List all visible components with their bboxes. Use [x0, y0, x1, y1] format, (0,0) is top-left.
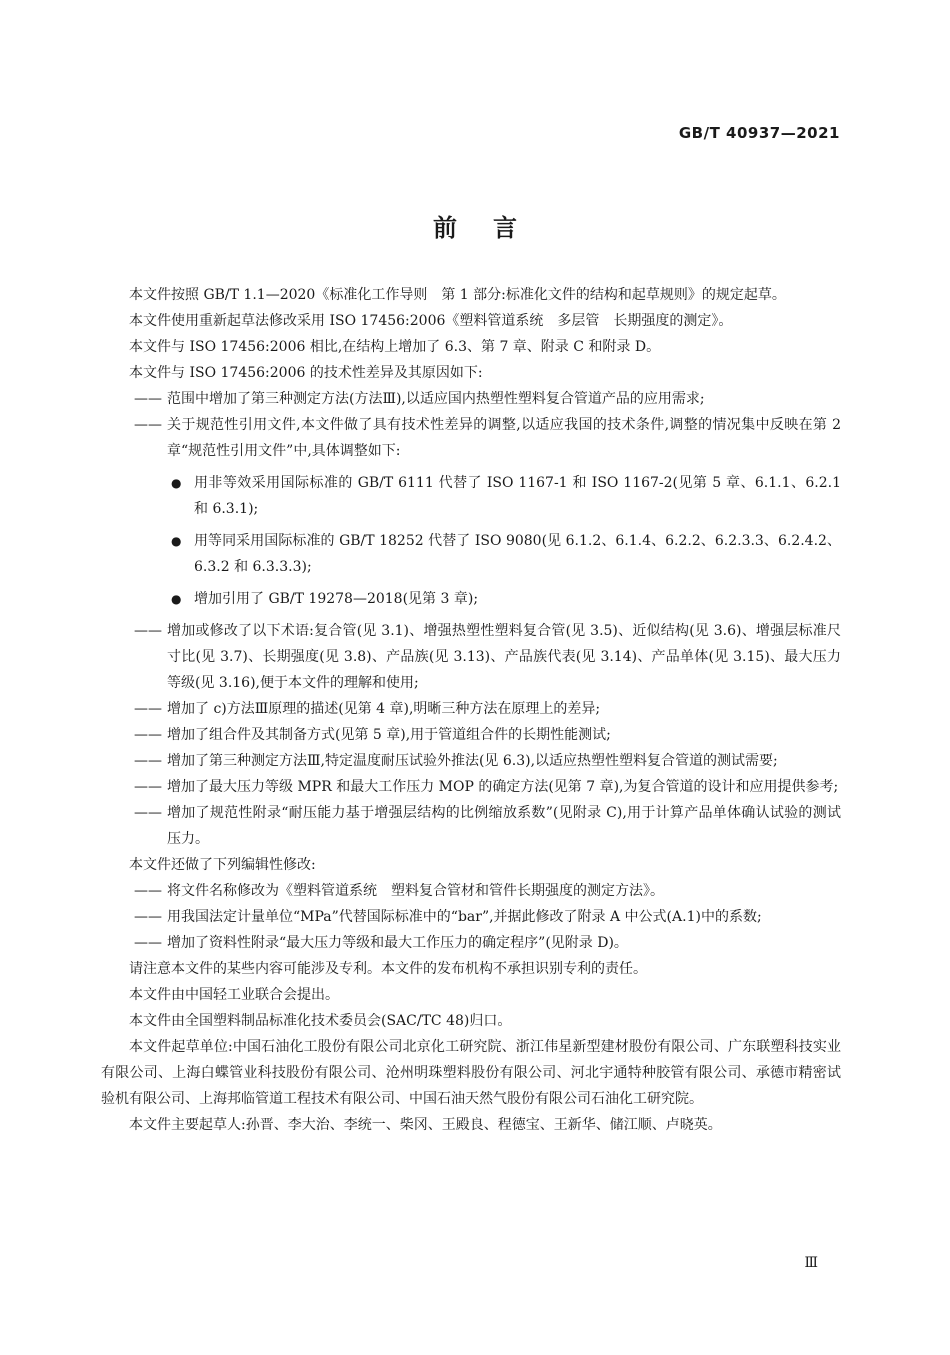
- list-item-text: 将文件名称修改为《塑料管道系统 塑料复合管材和管件长期强度的测定方法》。: [167, 883, 664, 899]
- list-item: [101, 618, 841, 696]
- page-title: 前言: [433, 214, 553, 242]
- bullet-icon: ●: [171, 534, 182, 548]
- paragraph-drafters: 本文件主要起草人:孙晋、李大治、李统一、柴冈、王殿良、程德宝、王新华、储江顺、卢晓英。: [129, 1117, 722, 1133]
- paragraph-patent-notice: 请注意本文件的某些内容可能涉及专利。本文件的发布机构不承担识别专利的责任。: [129, 961, 647, 977]
- list-item: [101, 800, 841, 852]
- list-item: [101, 904, 841, 930]
- paragraph-committee: 本文件由全国塑料制品标准化技术委员会(SAC/TC 48)归口。: [129, 1013, 512, 1029]
- list-item: [101, 722, 841, 748]
- list-item: [101, 930, 841, 956]
- bullet-item-text: 用等同采用国际标准的 GB/T 18252 代替了 ISO 9080(见 6.1.2、6.1.4、6.2.2、6.2.3.3、6.2.4.2、6.3.2 和 6.3.3.3);: [194, 533, 841, 575]
- dash-mark: ——: [134, 417, 162, 433]
- bullet-icon: ●: [171, 476, 182, 490]
- paragraph-drafting-rules: 本文件按照 GB/T 1.1—2020《标准化工作导则 第 1 部分:标准化文件的结构和起草规则》的规定起草。: [129, 287, 786, 303]
- list-item-text: 关于规范性引用文件,本文件做了具有技术性差异的调整,以适应我国的技术条件,调整的情况集中反映在第 2 章“规范性引用文件”中,具体调整如下:: [167, 417, 841, 459]
- bullet-item: [101, 470, 841, 522]
- list-item-text: 增加了资料性附录“最大压力等级和最大工作压力的确定程序”(见附录 D)。: [167, 935, 628, 951]
- list-item-text: 用我国法定计量单位“MPa”代替国际标准中的“bar”,并据此修改了附录 A 中公式(A.1)中的系数;: [167, 909, 762, 925]
- list-item-text: 增加了规范性附录“耐压能力基于增强层结构的比例缩放系数”(见附录 C),用于计算产品单体确认试验的测试压力。: [167, 805, 841, 847]
- paragraph-tech-diff-intro: 本文件与 ISO 17456:2006 的技术性差异及其原因如下:: [129, 365, 483, 381]
- page-number: Ⅲ: [804, 1255, 818, 1271]
- list-item-text: 增加了第三种测定方法Ⅲ,特定温度耐压试验外推法(见 6.3),以适应热塑性塑料复合管道的测试需要;: [167, 753, 778, 769]
- bullet-item-text: 增加引用了 GB/T 19278—2018(见第 3 章);: [194, 591, 479, 607]
- dash-mark: ——: [134, 909, 162, 925]
- dash-mark: ——: [134, 623, 162, 639]
- paragraph-adoption-method: 本文件使用重新起草法修改采用 ISO 17456:2006《塑料管道系统 多层管 长期强度的测定》。: [129, 313, 733, 329]
- bullet-item: [101, 586, 841, 612]
- list-item-text: 范围中增加了第三种测定方法(方法Ⅲ),以适应国内热塑性塑料复合管道产品的应用需求;: [167, 391, 705, 407]
- list-item: [101, 696, 841, 722]
- list-item: [101, 878, 841, 904]
- list-item: [101, 386, 841, 412]
- paragraph-editorial-intro: 本文件还做了下列编辑性修改:: [129, 857, 316, 873]
- dash-mark: ——: [134, 701, 162, 717]
- bullet-item: [101, 528, 841, 580]
- dash-mark: ——: [134, 727, 162, 743]
- dash-mark: ——: [134, 753, 162, 769]
- bullet-item-text: 用非等效采用国际标准的 GB/T 6111 代替了 ISO 1167-1 和 ISO 1167-2(见第 5 章、6.1.1、6.2.1 和 6.3.1);: [194, 475, 841, 517]
- list-item: [101, 412, 841, 464]
- list-item-text: 增加了 c)方法Ⅲ原理的描述(见第 4 章),明晰三种方法在原理上的差异;: [167, 701, 601, 717]
- dash-mark: ——: [134, 883, 162, 899]
- list-item-text: 增加了最大压力等级 MPR 和最大工作压力 MOP 的确定方法(见第 7 章),为复合管道的设计和应用提供参考;: [167, 779, 839, 795]
- paragraph-structure-diff: 本文件与 ISO 17456:2006 相比,在结构上增加了 6.3、第 7 章、附录 C 和附录 D。: [129, 339, 661, 355]
- paragraph-proposer: 本文件由中国轻工业联合会提出。: [129, 987, 339, 1003]
- standard-code: GB/T 40937—2021: [678, 124, 840, 142]
- dash-mark: ——: [134, 805, 162, 821]
- list-item: [101, 748, 841, 774]
- list-item-text: 增加或修改了以下术语:复合管(见 3.1)、增强热塑性塑料复合管(见 3.5)、近似结构(见 3.6)、增强层标准尺寸比(见 3.7)、长期强度(见 3.8)、产品族(见 3.13)、产品族代表(见 3.14)、产品单体(见 3.15)、最大压力等级(见 3.16),便于本文件的理解和使用;: [167, 623, 841, 691]
- foreword-body: [101, 282, 841, 1138]
- list-item-text: 增加了组合件及其制备方式(见第 5 章),用于管道组合件的长期性能测试;: [167, 727, 611, 743]
- bullet-icon: ●: [171, 592, 182, 606]
- paragraph-drafting-units: 本文件起草单位:中国石油化工股份有限公司北京化工研究院、浙江伟星新型建材股份有限公司、广东联塑科技实业有限公司、上海白蝶管业科技股份有限公司、沧州明珠塑料股份有限公司、河北宇通特种胶管有限公司、承德市精密试验机有限公司、上海邦临管道工程技术有限公司、中国石油天然气股份有限公司石油化工研究院。: [101, 1039, 841, 1107]
- dash-mark: ——: [134, 779, 162, 795]
- list-item: [101, 774, 841, 800]
- dash-mark: ——: [134, 391, 162, 407]
- dash-mark: ——: [134, 935, 162, 951]
